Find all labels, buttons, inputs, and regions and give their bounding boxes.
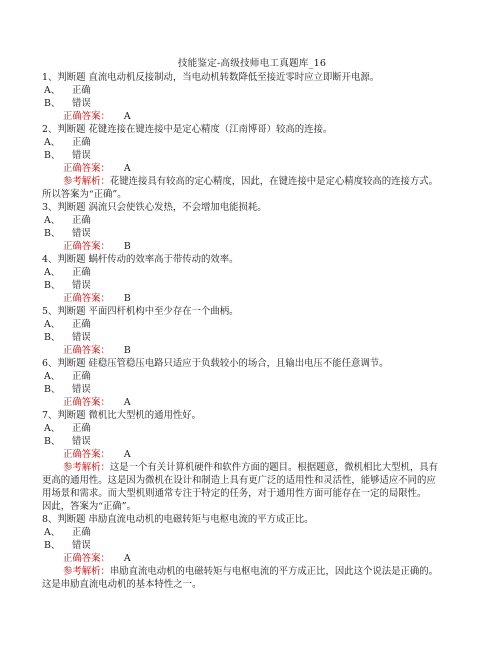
answer-value: A [123, 397, 131, 408]
answer-label: 正确答案： [63, 553, 110, 564]
answer-value: A [123, 111, 131, 122]
question-stem: 4、判断题 蜗杆传动的效率高于带传动的效率。 [42, 254, 239, 265]
question-block [42, 357, 462, 409]
explanation-text: 所以答案为“正确”。 [42, 189, 127, 200]
correct-answer [42, 552, 462, 565]
question-block [42, 71, 462, 123]
option-a [42, 526, 462, 539]
correct-answer [42, 448, 462, 461]
answer-value: B [123, 345, 131, 356]
question-block [42, 253, 462, 305]
option-key: B、 [44, 540, 61, 551]
correct-answer [42, 110, 462, 123]
option-key: B、 [44, 98, 61, 109]
answer-label: 正确答案： [63, 241, 110, 252]
answer-value: A [123, 553, 131, 564]
answer-value: B [123, 241, 131, 252]
answer-label: 正确答案： [63, 163, 110, 174]
explanation-text: 因此，答案为“正确”。 [42, 501, 136, 512]
option-a [42, 318, 462, 331]
option-key: A、 [44, 423, 61, 434]
option-a [42, 370, 462, 383]
option-text: 错误 [72, 98, 91, 109]
option-b [42, 383, 462, 396]
option-text: 正确 [72, 371, 91, 382]
option-text: 错误 [72, 150, 91, 161]
question-stem: 7、判断题 微机比大型机的通用性好。 [42, 410, 201, 421]
option-b [42, 331, 462, 344]
explanation-text: 这是串励直流电动机的基本特性之一。 [42, 579, 202, 590]
question-stem: 1、判断题 直流电动机反接制动，当电动机转数降低至接近零时应立即断开电源。 [42, 72, 380, 83]
answer-label: 正确答案： [63, 111, 110, 122]
option-text: 正确 [72, 527, 91, 538]
explanation-label: 参考解析： [63, 566, 110, 577]
answer-label: 正确答案： [63, 345, 110, 356]
option-key: A、 [44, 267, 61, 278]
option-text: 错误 [72, 384, 91, 395]
explanation-text: 这是一个有关计算机硬件和软件方面的题目。根据题意，微机相比大型机，具有 [109, 462, 439, 473]
question-block [42, 201, 462, 253]
explanation-label: 参考解析： [63, 176, 110, 187]
option-b [42, 435, 462, 448]
explanation-label: 参考解析： [63, 462, 110, 473]
explanation-line [42, 500, 462, 513]
option-b [42, 97, 462, 110]
answer-label: 正确答案： [63, 293, 110, 304]
option-key: B、 [44, 332, 61, 343]
option-text: 正确 [72, 267, 91, 278]
answer-label: 正确答案： [63, 449, 110, 460]
question-block [42, 409, 462, 513]
option-text: 正确 [72, 319, 91, 330]
explanation-line [42, 188, 462, 201]
explanation-text: 花键连接具有较高的定心精度，因此，在键连接中是定心精度较高的连接方式。 [109, 176, 439, 187]
option-a [42, 266, 462, 279]
explanation-line [42, 565, 462, 578]
option-key: B、 [44, 436, 61, 447]
option-text: 错误 [72, 228, 91, 239]
option-key: A、 [44, 137, 61, 148]
correct-answer [42, 396, 462, 409]
option-key: B、 [44, 384, 61, 395]
explanation-line [42, 175, 462, 188]
answer-value: A [123, 163, 131, 174]
correct-answer [42, 162, 462, 175]
option-key: B、 [44, 150, 61, 161]
option-key: A、 [44, 371, 61, 382]
option-text: 错误 [72, 332, 91, 343]
question-stem: 8、判断题 串励直流电动机的电磁转矩与电枢电流的平方成正比。 [42, 514, 314, 525]
option-key: B、 [44, 280, 61, 291]
question-stem: 3、判断题 涡流只会使铁心发热，不会增加电能损耗。 [42, 202, 267, 213]
question-block [42, 513, 462, 591]
option-text: 正确 [72, 215, 91, 226]
correct-answer [42, 344, 462, 357]
option-a [42, 214, 462, 227]
option-text: 正确 [72, 137, 91, 148]
option-b [42, 227, 462, 240]
explanation-line [42, 461, 462, 474]
option-b [42, 539, 462, 552]
explanation-text: 串励直流电动机的电磁转矩与电枢电流的平方成正比，因此这个说法是正确的。 [109, 566, 439, 577]
question-list [42, 71, 462, 591]
option-text: 正确 [72, 85, 91, 96]
question-block [42, 123, 462, 201]
question-block [42, 305, 462, 357]
option-a [42, 422, 462, 435]
option-b [42, 149, 462, 162]
option-text: 正确 [72, 423, 91, 434]
explanation-text: 更高的通用性。这是因为微机在设计和制造上具有更广泛的适用性和灵活性，能够适应不同的应 [42, 475, 436, 486]
option-key: A、 [44, 527, 61, 538]
document-page [42, 57, 462, 591]
question-stem: 5、判断题 平面四杆机构中至少存在一个曲柄。 [42, 306, 239, 317]
option-a [42, 136, 462, 149]
answer-label: 正确答案： [63, 397, 110, 408]
option-text: 错误 [72, 280, 91, 291]
answer-value: A [123, 449, 131, 460]
question-stem: 6、判断题 硅稳压管稳压电路只适应于负载较小的场合，且输出电压不能任意调节。 [42, 358, 389, 369]
explanation-line [42, 487, 462, 500]
option-a [42, 84, 462, 97]
option-key: A、 [44, 215, 61, 226]
option-text: 错误 [72, 436, 91, 447]
option-key: A、 [44, 85, 61, 96]
explanation-text: 用场景和需求。而大型机则通常专注于特定的任务，对于通用性方面可能存在一定的局限性。 [42, 488, 427, 499]
document-title: 技能鉴定-高级技师电工真题库_16 [177, 58, 327, 69]
option-b [42, 279, 462, 292]
explanation-line [42, 474, 462, 487]
correct-answer [42, 240, 462, 253]
option-key: A、 [44, 319, 61, 330]
explanation-line [42, 578, 462, 591]
option-key: B、 [44, 228, 61, 239]
answer-value: B [123, 293, 131, 304]
option-text: 错误 [72, 540, 91, 551]
correct-answer [42, 292, 462, 305]
question-stem: 2、判断题 花键连接在键连接中是定心精度（江南博哥）较高的连接。 [42, 124, 333, 135]
